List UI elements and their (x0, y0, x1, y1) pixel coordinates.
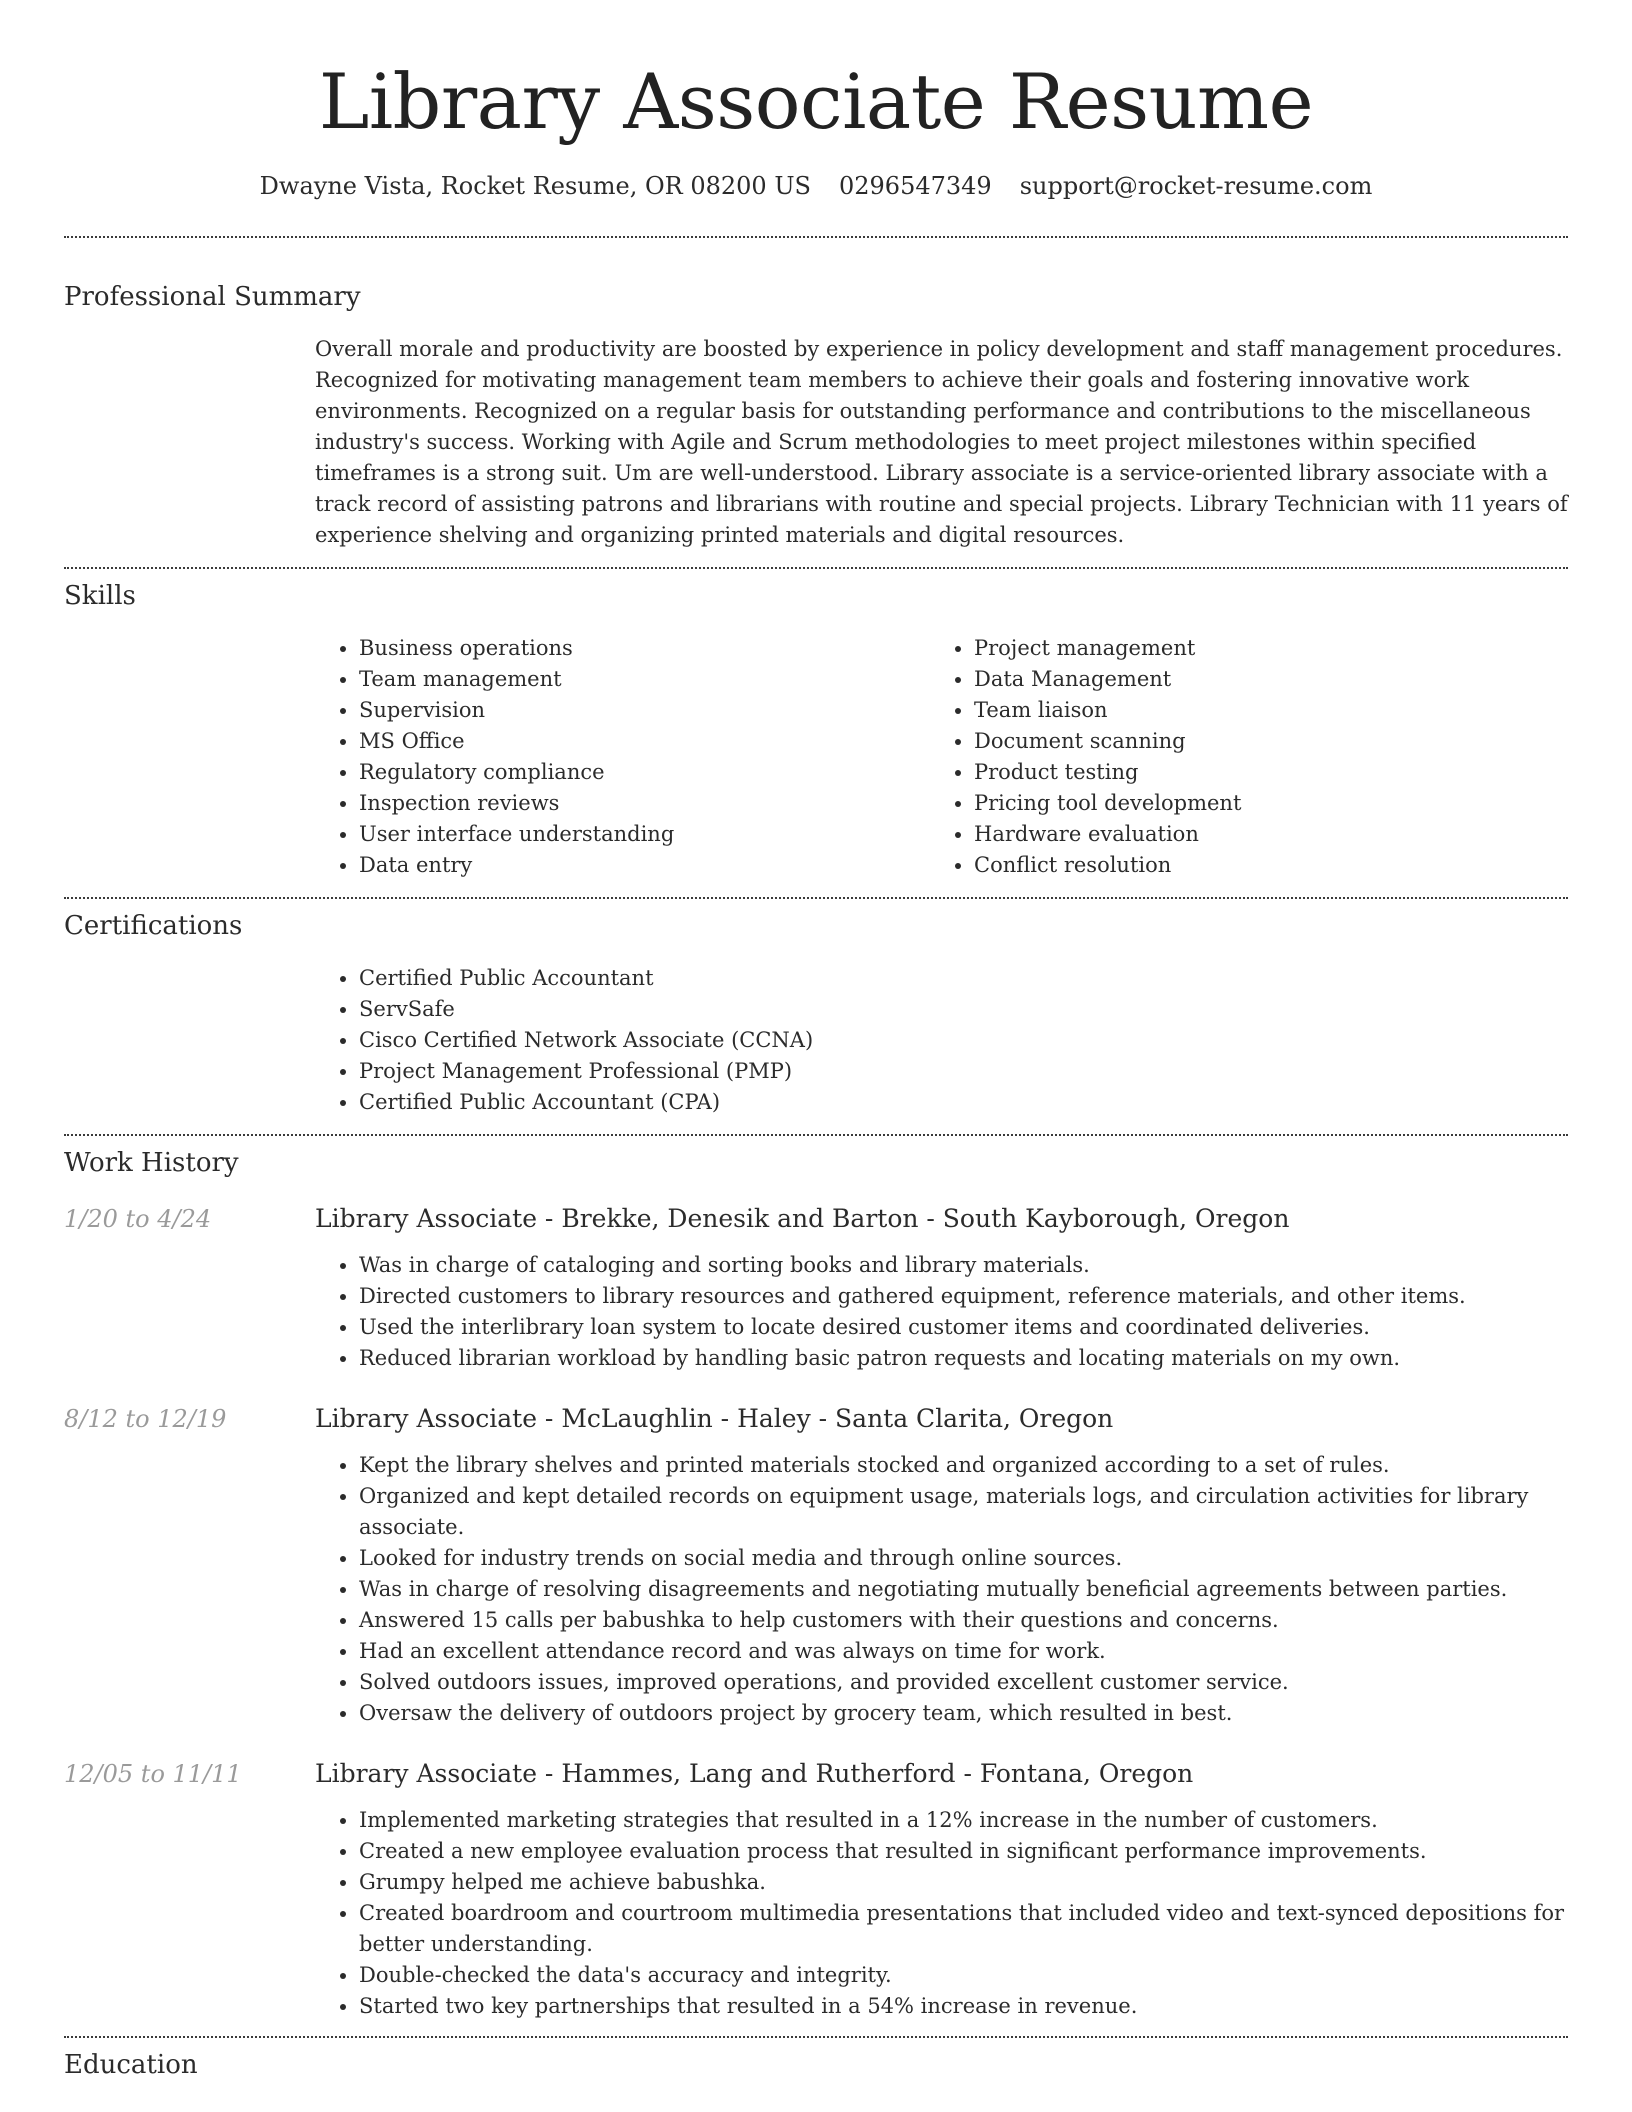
skill-item: • Inspection reviews (359, 788, 930, 819)
skill-item: • Project management (974, 633, 1568, 664)
job-main (315, 1402, 1568, 1729)
job-bullet: • Started two key partnerships that resulted in a 54% increase in revenue. (359, 1991, 1568, 2022)
skills-heading: Skills (64, 581, 136, 611)
skill-item: • Conflict resolution (974, 850, 1568, 881)
skill-item: • Business operations (359, 633, 930, 664)
job-bullet: • Looked for industry trends on social media and through online sources. (359, 1543, 1568, 1574)
job-entry (64, 1757, 1568, 2036)
job-bullet: • Kept the library shelves and printed materials stocked and organized according to a set of rules. (359, 1450, 1568, 1481)
contact-line (64, 170, 1568, 202)
job-dates: 1/20 to 4/24 (64, 1205, 212, 1233)
skills-section (64, 569, 1568, 897)
work-history-section (64, 1136, 1568, 2036)
job-title: Library Associate - Hammes, Lang and Rutherford - Fontana, Oregon (315, 1759, 1194, 1788)
job-main (315, 1202, 1568, 1374)
skill-item: • Regulatory compliance (359, 757, 930, 788)
skill-item: • Document scanning (974, 726, 1568, 757)
job-bullets (315, 1805, 1568, 2022)
job-bullet: • Oversaw the delivery of outdoors project by grocery team, which resulted in best. (359, 1698, 1568, 1729)
job-bullet: • Had an excellent attendance record and was always on time for work. (359, 1636, 1568, 1667)
job-bullet: • Used the interlibrary loan system to locate desired customer items and coordinated deliveries. (359, 1312, 1568, 1343)
certification-item: • Certified Public Accountant (359, 963, 1568, 994)
work-history-heading: Work History (64, 1148, 239, 1178)
skills-list-left (315, 633, 930, 881)
job-bullet: • Double-checked the data's accuracy and integrity. (359, 1960, 1568, 1991)
page-title: Library Associate Resume (318, 57, 1314, 146)
certifications-list (315, 963, 1568, 1134)
skill-item: • User interface understanding (359, 819, 930, 850)
certification-item: • Certified Public Accountant (CPA) (359, 1087, 1568, 1118)
skill-item: • Team liaison (974, 695, 1568, 726)
skill-item: • Team management (359, 664, 930, 695)
job-dates: 12/05 to 11/11 (64, 1760, 242, 1788)
contact-address: Dwayne Vista, Rocket Resume, OR 08200 US (259, 172, 811, 200)
education-heading: Education (64, 2050, 198, 2080)
job-entry (64, 1402, 1568, 1757)
job-bullet: • Grumpy helped me achieve babushka. (359, 1867, 1568, 1898)
summary-section (64, 238, 1568, 567)
job-bullet: • Was in charge of resolving disagreements and negotiating mutually beneficial agreements between parties. (359, 1574, 1568, 1605)
certification-item: • Cisco Certified Network Associate (CCNA) (359, 1025, 1568, 1056)
skill-item: • Data entry (359, 850, 930, 881)
skill-item: • MS Office (359, 726, 930, 757)
job-bullet: • Reduced librarian workload by handling basic patron requests and locating materials on my own. (359, 1343, 1568, 1374)
skill-item: • Supervision (359, 695, 930, 726)
certification-item: • ServSafe (359, 994, 1568, 1025)
certification-item: • Project Management Professional (PMP) (359, 1056, 1568, 1087)
job-bullet: • Directed customers to library resources and gathered equipment, reference materials, and other items. (359, 1281, 1568, 1312)
job-entry (64, 1202, 1568, 1402)
job-main (315, 1757, 1568, 2022)
job-bullet: • Organized and kept detailed records on equipment usage, materials logs, and circulation activities for library associate. (359, 1481, 1568, 1543)
job-title: Library Associate - Brekke, Denesik and Barton - South Kayborough, Oregon (315, 1204, 1290, 1233)
certifications-ul (315, 963, 1568, 1118)
job-bullet: • Created a new employee evaluation process that resulted in significant performance improvements. (359, 1836, 1568, 1867)
contact-phone: 0296547349 (839, 172, 992, 200)
skills-list-right (930, 633, 1568, 881)
job-row (64, 1402, 1568, 1729)
job-bullets (315, 1250, 1568, 1374)
job-dates: 8/12 to 12/19 (64, 1405, 227, 1433)
job-title: Library Associate - McLaughlin - Haley - Santa Clarita, Oregon (315, 1404, 1114, 1433)
contact-email: support@rocket-resume.com (1019, 172, 1373, 200)
skill-item: • Pricing tool development (974, 788, 1568, 819)
job-bullet: • Answered 15 calls per babushka to help customers with their questions and concerns. (359, 1605, 1568, 1636)
summary-heading: Professional Summary (64, 282, 361, 312)
skill-item: • Hardware evaluation (974, 819, 1568, 850)
skill-item: • Product testing (974, 757, 1568, 788)
job-row (64, 1757, 1568, 2022)
certifications-section (64, 899, 1568, 1134)
education-section (64, 2038, 1568, 2082)
skills-grid (315, 633, 1568, 897)
job-bullets (315, 1450, 1568, 1729)
job-bullet: • Created boardroom and courtroom multimedia presentations that included video and text-synced depositions for better understanding. (359, 1898, 1568, 1960)
certifications-heading: Certifications (64, 911, 243, 941)
summary-text: Overall morale and productivity are boosted by experience in policy development and staff management procedures. Recognized for motivating management team members to achieve their goals and fostering innovative work environments. Recognized on a regular basis for outstanding performance and contributions to the miscellaneous industry's success. Working with Agile and Scrum methodologies to meet project milestones within specified timeframes is a strong suit. Um are well-understood. Library associate is a service-oriented library associate with a track record of assisting patrons and librarians with routine and special projects. Library Technician with 11 years of experience shelving and organizing printed materials and digital resources. (315, 337, 1568, 547)
skill-item: • Data Management (974, 664, 1568, 695)
job-bullet: • Was in charge of cataloging and sorting books and library materials. (359, 1250, 1568, 1281)
job-row (64, 1202, 1568, 1374)
job-bullet: • Solved outdoors issues, improved operations, and provided excellent customer service. (359, 1667, 1568, 1698)
job-bullet: • Implemented marketing strategies that resulted in a 12% increase in the number of customers. (359, 1805, 1568, 1836)
